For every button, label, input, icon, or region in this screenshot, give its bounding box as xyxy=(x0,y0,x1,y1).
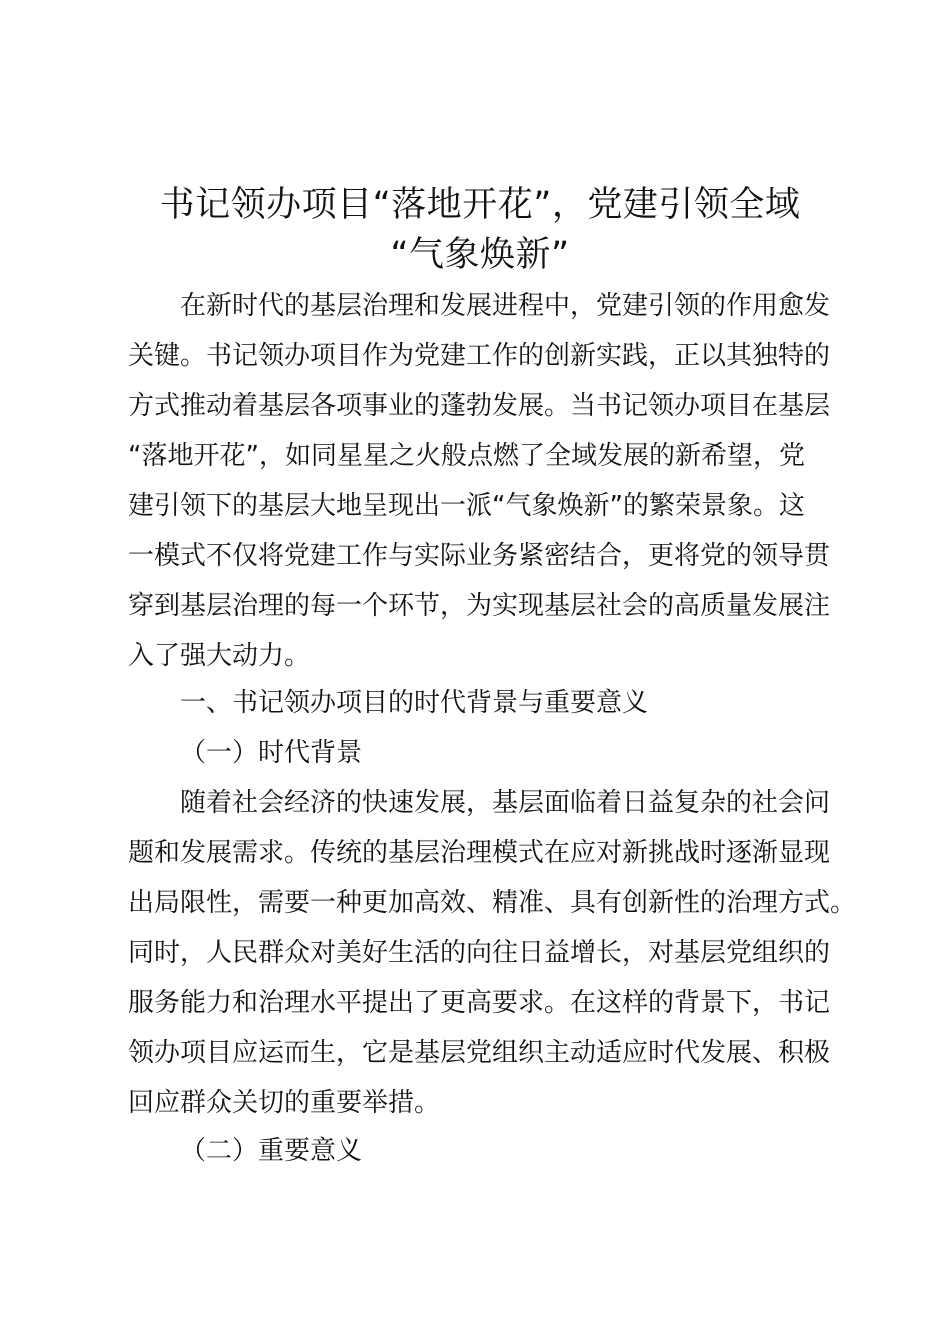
paragraph-line: “落地开花”，如同星星之火般点燃了全域发展的新希望，党 xyxy=(128,441,805,471)
paragraph-line: 在新时代的基层治理和发展进程中，党建引领的作用愈发 xyxy=(180,291,831,321)
document-title-line-2: “气象焕新” xyxy=(390,235,570,275)
paragraph-line: 一模式不仅将党建工作与实际业务紧密结合，更将党的领导贯 xyxy=(128,541,831,571)
paragraph-line: 穿到基层治理的每一个环节，为实现基层社会的高质量发展注 xyxy=(128,591,831,621)
paragraph-line: 入了强大动力。 xyxy=(128,641,311,671)
paragraph-line: 关键。书记领办项目作为党建工作的创新实践，正以其独特的 xyxy=(128,341,831,371)
paragraph-line: 服务能力和治理水平提出了更高要求。在这样的背景下，书记 xyxy=(128,988,831,1018)
paragraph-line: 领办项目应运而生，它是基层党组织主动适应时代发展、积极 xyxy=(128,1038,831,1068)
paragraph-line: 建引领下的基层大地呈现出一派“气象焕新”的繁荣景象。这 xyxy=(128,491,805,521)
section-heading-1: 一、书记领办项目的时代背景与重要意义 xyxy=(180,688,649,718)
paragraph-line: 题和发展需求。传统的基层治理模式在应对新挑战时逐渐显现 xyxy=(128,838,831,868)
paragraph-line: 出局限性，需要一种更加高效、精准、具有创新性的治理方式。 xyxy=(128,888,857,918)
subsection-heading-2: （二）重要意义 xyxy=(180,1136,363,1166)
document-title-line-1: 书记领办项目“落地开花”，党建引领全域 xyxy=(159,185,801,225)
paragraph-line: 同时，人民群众对美好生活的向往日益增长，对基层党组织的 xyxy=(128,938,831,968)
paragraph-line: 随着社会经济的快速发展，基层面临着日益复杂的社会问 xyxy=(180,788,831,818)
paragraph-line: 回应群众关切的重要举措。 xyxy=(128,1088,441,1118)
paragraph-line: 方式推动着基层各项事业的蓬勃发展。当书记领办项目在基层 xyxy=(128,391,831,421)
intro-paragraph xyxy=(128,281,834,681)
background-paragraph xyxy=(128,778,857,1128)
subsection-heading-1: （一）时代背景 xyxy=(180,738,363,768)
